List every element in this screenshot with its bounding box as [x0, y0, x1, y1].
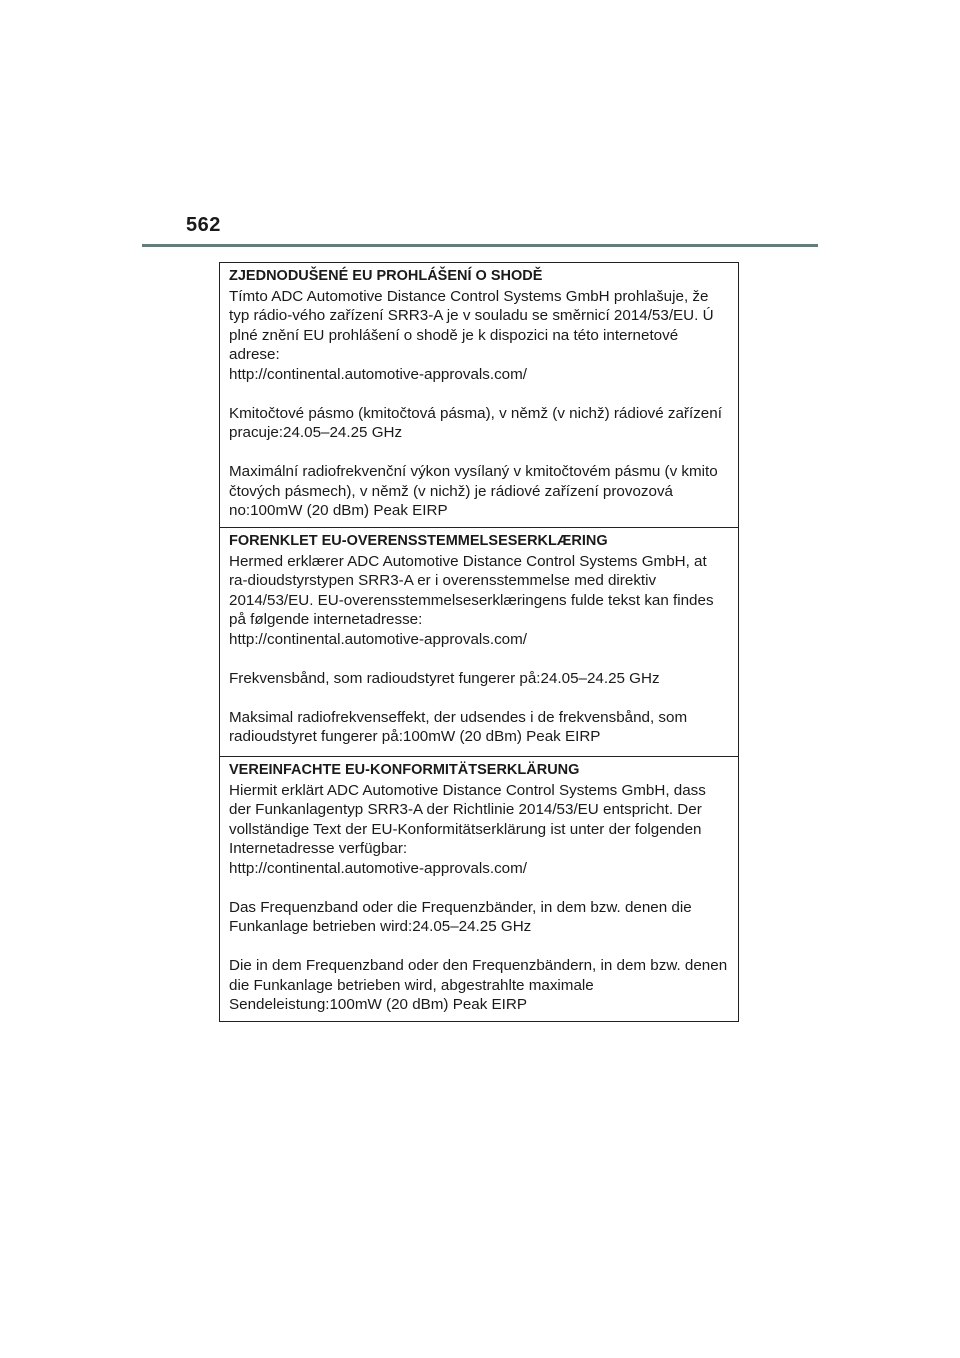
paragraph-gap	[229, 878, 729, 898]
section-power: Maksimal radiofrekvenseffekt, der udsendes i de frekvensbånd, som radioudstyret fungerer på:100mW (20 dBm) Peak EIRP	[229, 708, 688, 745]
section-power: Die in dem Frequenzband oder den Frequenzbändern, in dem bzw. denen die Funkanlage betrieben wird, abgestrahlte maximale Sendeleistung:100mW (20 dBm) Peak EIRP	[229, 957, 728, 1013]
declaration-czech	[220, 263, 738, 528]
section-url: http://continental.automotive-approvals.com/	[229, 859, 528, 877]
paragraph-gap	[229, 649, 729, 669]
declaration-danish	[220, 528, 738, 757]
paragraph-gap	[229, 937, 729, 957]
paragraph-gap	[229, 443, 729, 463]
paragraph-gap	[229, 688, 729, 708]
section-power: Maximální radiofrekvenční výkon vysílaný v kmitočtovém pásmu (v kmito čtových pásmech), v němž (v nichž) je rádiové zařízení provozová no:100mW (20 dBm) Peak EIRP	[229, 463, 718, 519]
section-title: FORENKLET EU-OVERENSSTEMMELSESERKLÆRING	[229, 533, 608, 549]
section-title: VEREINFACHTE EU-KONFORMITÄTSERKLÄRUNG	[229, 762, 580, 778]
section-intro: Tímto ADC Automotive Distance Control Systems GmbH prohlašuje, že typ rádio-vého zařízení SRR3-A je v souladu se směrnicí 2014/53/EU. Ú plné znění EU prohlášení o shodě je k dispozici na této internetové adrese:	[229, 287, 714, 363]
section-frequency: Das Frequenzband oder die Frequenzbänder, in dem bzw. denen die Funkanlage betrieben wird:24.05–24.25 GHz	[229, 898, 692, 935]
declaration-german	[220, 757, 738, 1021]
section-title: ZJEDNODUŠENÉ EU PROHLÁŠENÍ O SHODĚ	[229, 268, 543, 284]
section-intro: Hiermit erklärt ADC Automotive Distance Control Systems GmbH, dass der Funkanlagentyp SRR3-A der Richtlinie 2014/53/EU entspricht. Der vollständige Text der EU-Konformitätserklärung ist unter der folgenden Internetadresse verfügbar:	[229, 781, 706, 857]
header-rule	[142, 244, 818, 247]
declarations-table	[219, 262, 739, 1022]
section-url: http://continental.automotive-approvals.com/	[229, 365, 528, 383]
section-intro: Hermed erklærer ADC Automotive Distance Control Systems GmbH, at ra-dioudstyrstypen SRR3-A er i overensstemmelse med direktiv 2014/53/EU. EU-overensstemmelseserklæringens fulde tekst kan findes på følgende internetadresse:	[229, 552, 714, 628]
paragraph-gap	[229, 384, 729, 404]
section-frequency: Frekvensbånd, som radioudstyret fungerer på:24.05–24.25 GHz	[229, 669, 660, 687]
section-frequency: Kmitočtové pásmo (kmitočtová pásma), v němž (v nichž) rádiové zařízení pracuje:24.05–24.25 GHz	[229, 404, 722, 441]
page-number: 562	[186, 214, 221, 236]
section-url: http://continental.automotive-approvals.com/	[229, 630, 528, 648]
